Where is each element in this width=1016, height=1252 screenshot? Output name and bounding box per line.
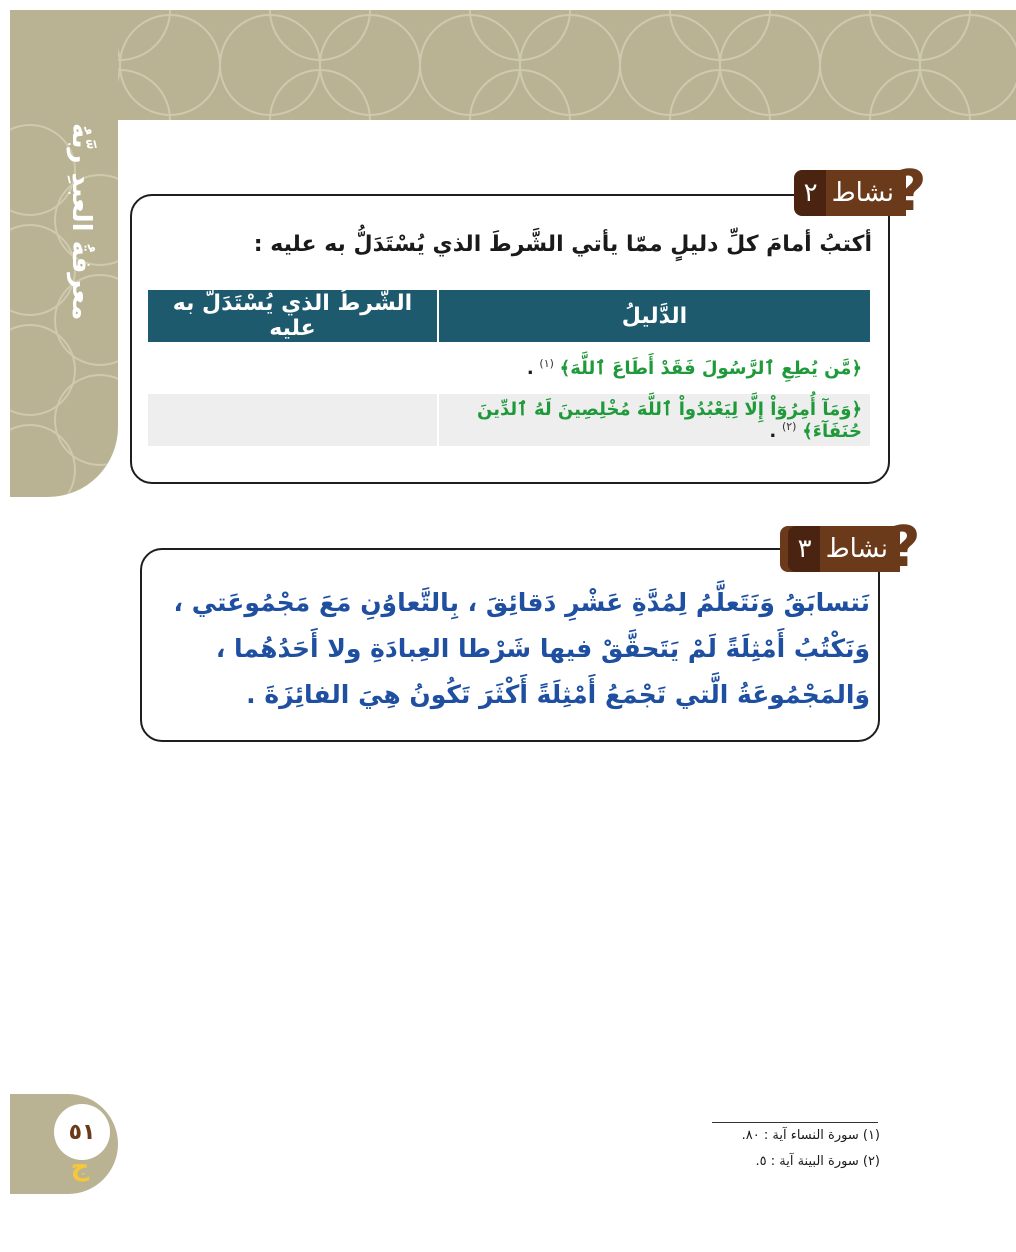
evidence-cell [438,394,870,446]
quran-verse: ﴿وَمَآ أُمِرُوٓاْ إِلَّا لِيَعْبُدُواْ ٱللَّهَ مُخْلِصِينَ لَهُ ٱلدِّينَ حُنَفَآءَ﴾ [477,398,862,442]
column-header-condition: الشَّرطُ الذي يُسْتَدَلُّ به عليه [147,290,438,342]
footnote-ref: (١) [539,357,554,370]
activity-2-label: نشاط [831,178,894,208]
question-mark-icon: ? [894,159,927,224]
footnote-divider [712,1122,878,1123]
verse-end: . [526,358,534,379]
activity-2-tab [796,170,906,216]
question-mark-icon: ? [888,515,921,580]
chapter-title: معرفةُ العبدِ ربَّهُ [66,122,96,320]
pattern-decoration [10,10,1016,120]
footnote-2: (٢) سورة البينة آية : ٥. [755,1154,880,1169]
activity-3-number: ٣ [788,526,820,572]
activity-3-label: نشاط [825,534,888,564]
table-row [147,342,870,394]
column-header-evidence: الدَّليلُ [438,290,870,342]
condition-cell[interactable] [147,342,438,394]
footnote-1: (١) سورة النساء آية : ٨٠. [741,1128,880,1143]
condition-cell[interactable] [147,394,438,446]
footnote-ref: (٢) [781,419,797,433]
evidence-cell [438,342,870,394]
activity-3-tab [780,526,900,572]
activity-2-number: ٢ [794,170,826,216]
activity-2-instruction: أكتبُ أمامَ كلِّ دليلٍ ممّا يأتي الشَّرطَ الذي يُسْتَدَلُّ به عليه : [253,232,872,257]
table-header-row [147,290,870,342]
activity-3-text: نَتسابَقُ وَنَتَعلَّمُ لِمُدَّةِ عَشْرِ دَقائِقَ ، بِالتَّعاوُنِ مَعَ مَجْمُوعَتي ، وَنَكْتُبُ أَمْثِلَةً لَمْ يَتَحقَّقْ فيها شَرْطا العِبادَةِ ولا أَحَدُهُما ، وَالمَجْمُوعَةُ الَّتي تَجْمَعُ أَمْثِلَةً أَكْثَرَ تَكُونُ هِيَ الفائِزَةَ . [173,588,870,709]
table-row [147,394,870,446]
verse-end: . [769,420,777,442]
logo-icon: ج [70,1152,90,1182]
page-number: ٥١ [54,1104,110,1160]
quran-verse: ﴿مَّن يُطِعِ ٱلرَّسُولَ فَقَدْ أَطَاعَ ٱللَّهَ﴾ [559,358,862,379]
evidence-table [146,290,870,446]
header-band [10,10,1016,120]
